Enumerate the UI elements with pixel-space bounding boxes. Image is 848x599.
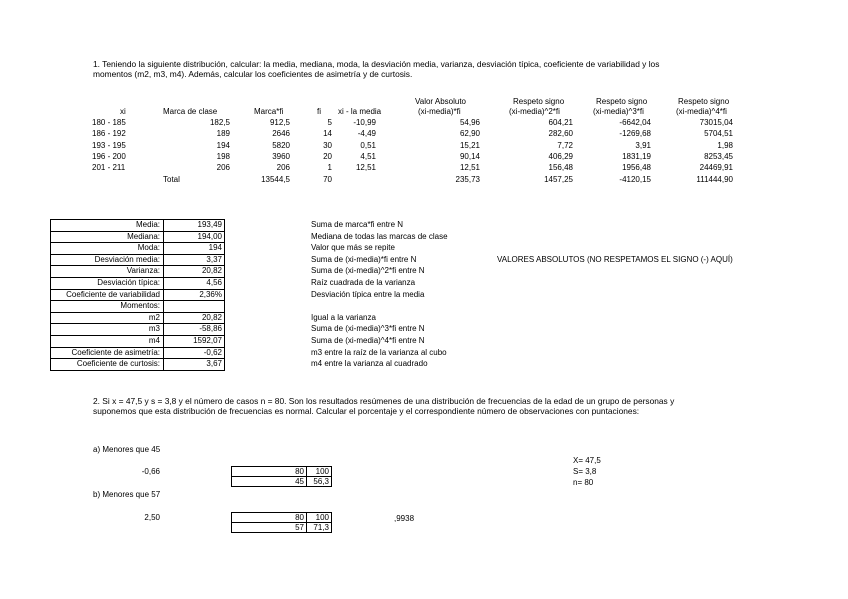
stat-row bbox=[51, 301, 224, 313]
stat-value: 4,56 bbox=[206, 277, 222, 287]
cell-interval: 201 - 211 bbox=[92, 163, 126, 173]
stat-value: 3,67 bbox=[206, 359, 222, 369]
cell-marca: 182,5 bbox=[209, 118, 230, 127]
cell-interval: 196 - 200 bbox=[92, 151, 126, 161]
part-b-z: 2,50 bbox=[144, 513, 160, 522]
cell-dev: 0,51 bbox=[360, 140, 376, 150]
cell-abs: 15,21 bbox=[459, 140, 480, 150]
cell-fi: 5 bbox=[327, 118, 332, 127]
summary-x: X= 47,5 bbox=[573, 456, 601, 465]
problem1-line1: 1. Teniendo la siguiente distribución, calcular: la media, mediana, moda, la desviación media, varianza, desviación típica, coeficiente de variabilidad y los bbox=[93, 59, 660, 69]
cell-abs: 12,51 bbox=[459, 163, 480, 173]
part-b-table bbox=[231, 512, 332, 533]
cell-dev: -10,99 bbox=[353, 118, 376, 127]
cell-qu: 73015,04 bbox=[699, 118, 733, 127]
cell-abs: 54,96 bbox=[459, 118, 480, 127]
table-row bbox=[232, 513, 332, 523]
stat-label: Momentos: bbox=[51, 301, 164, 312]
header-sq-bot: (xi-media)^2*fi bbox=[509, 107, 560, 116]
stat-value: 20,82 bbox=[201, 266, 222, 276]
stat-description: Igual a la varianza bbox=[311, 312, 376, 322]
stat-label: Mediana: bbox=[51, 232, 164, 243]
stat-value: 1592,07 bbox=[193, 335, 222, 345]
cell-marca: 206 bbox=[216, 163, 230, 173]
stat-label: Desviación típica: bbox=[51, 278, 164, 289]
stat-description: Valor que más se repite bbox=[311, 243, 395, 253]
stat-description: Suma de (xi-media)*fi entre N bbox=[311, 254, 417, 264]
header-qu-top: Respeto signo bbox=[678, 97, 730, 106]
stat-value: 194,00 bbox=[197, 231, 222, 241]
stat-description bbox=[311, 300, 448, 312]
cell-fi: 30 bbox=[323, 140, 332, 150]
problem1-line2: momentos (m2, m3, m4). Además, calcular los coeficientes de asimetría y de curtosis. bbox=[93, 69, 413, 79]
cell-marcafi: 912,5 bbox=[269, 118, 290, 127]
cell-qu: 8253,45 bbox=[704, 151, 733, 161]
stat-row bbox=[51, 290, 224, 302]
table-row bbox=[232, 523, 332, 533]
cell-sq: 7,72 bbox=[557, 140, 573, 150]
cell-marcafi: 206 bbox=[276, 163, 290, 173]
stat-description: m4 entre la varianza al cuadrado bbox=[311, 359, 428, 369]
stat-description: Suma de marca*fi entre N bbox=[311, 220, 404, 229]
stat-row bbox=[51, 336, 224, 348]
stat-description: Suma de (xi-media)^3*fi entre N bbox=[311, 324, 425, 334]
stat-label: Coeficiente de asimetría: bbox=[51, 348, 164, 359]
header-cu-bot: (xi-media)^3*fi bbox=[593, 107, 644, 116]
total-label: Total bbox=[163, 175, 180, 184]
cell-marca: 194 bbox=[216, 140, 230, 150]
part-a-table bbox=[231, 466, 332, 487]
stat-row bbox=[51, 313, 224, 325]
stat-label: Desviación media: bbox=[51, 255, 164, 266]
header-marcafi: Marca*fi bbox=[254, 107, 284, 116]
stat-label: Coeficiente de variabilidad bbox=[51, 290, 164, 301]
stat-value: 193,49 bbox=[197, 220, 222, 229]
cell-marca: 198 bbox=[216, 151, 230, 161]
header-qu-bot: (xi-media)^4*fi bbox=[676, 107, 727, 116]
stat-value: 194 bbox=[208, 243, 222, 253]
total-sq: 1457,25 bbox=[544, 175, 573, 184]
table-cell: 57 bbox=[232, 523, 307, 533]
total-abs: 235,73 bbox=[455, 175, 480, 184]
cell-dev: 12,51 bbox=[355, 163, 376, 173]
table-row bbox=[232, 467, 332, 477]
cell-dev: -4,49 bbox=[357, 129, 376, 139]
cell-sq: 604,21 bbox=[548, 118, 573, 127]
cell-sq: 406,29 bbox=[548, 151, 573, 161]
table-cell: 71,3 bbox=[307, 523, 332, 533]
cell-marcafi: 3960 bbox=[272, 151, 290, 161]
cell-marcafi: 2646 bbox=[272, 129, 290, 139]
header-abs-top: Valor Absoluto bbox=[415, 97, 466, 106]
stat-description: Mediana de todas las marcas de clase bbox=[311, 231, 448, 241]
total-marcafi: 13544,5 bbox=[261, 175, 290, 184]
cell-marca: 189 bbox=[216, 129, 230, 139]
stat-value bbox=[164, 301, 224, 312]
cell-qu: 1,98 bbox=[717, 140, 733, 150]
header-cu-top: Respeto signo bbox=[596, 97, 648, 106]
stat-description: Raíz cuadrada de la varianza bbox=[311, 277, 416, 287]
cell-qu: 24469,91 bbox=[699, 163, 733, 173]
part-b-probability: ,9938 bbox=[394, 514, 415, 523]
header-dev: xi - la media bbox=[338, 107, 382, 116]
part-b-label: b) Menores que 57 bbox=[93, 490, 161, 499]
table-cell: 56,3 bbox=[307, 477, 332, 487]
problem2-line2: suponemos que esta distribución de frecuencias es normal. Calcular el porcentaje y el correspondiente número de observaciones con puntaciones: bbox=[93, 406, 640, 416]
stat-row bbox=[51, 255, 224, 267]
absolute-values-note: VALORES ABSOLUTOS (NO RESPETAMOS EL SIGNO (-) AQUÍ) bbox=[497, 255, 733, 264]
stat-row bbox=[51, 348, 224, 360]
stat-value: -58,86 bbox=[199, 324, 222, 334]
cell-cu: -6642,04 bbox=[619, 118, 651, 127]
stat-label: m3 bbox=[51, 324, 164, 335]
cell-interval: 186 - 192 bbox=[92, 129, 126, 139]
stat-label: Coeficiente de curtosis: bbox=[51, 359, 164, 370]
cell-interval: 180 - 185 bbox=[92, 118, 126, 127]
part-a-z: -0,66 bbox=[141, 467, 160, 476]
statistics-descriptions bbox=[311, 219, 448, 370]
problem2-line1: 2. Si x = 47,5 y s = 3,8 y el número de casos n = 80. Son los resultados resúmenes de una distribución de frecuencias de la edad de un grupo de personas y bbox=[93, 396, 675, 406]
total-fi: 70 bbox=[323, 175, 332, 184]
cell-fi: 1 bbox=[327, 163, 332, 173]
stat-value: -0,62 bbox=[203, 347, 222, 357]
cell-fi: 20 bbox=[323, 151, 332, 161]
stat-label: Varianza: bbox=[51, 266, 164, 277]
cell-sq: 156,48 bbox=[548, 163, 573, 173]
stat-row bbox=[51, 266, 224, 278]
stat-value: 2,36% bbox=[199, 289, 222, 299]
stat-label: m4 bbox=[51, 336, 164, 347]
table-row bbox=[232, 477, 332, 487]
cell-qu: 5704,51 bbox=[704, 129, 733, 139]
total-cu: -4120,15 bbox=[619, 175, 651, 184]
stat-label: Media: bbox=[51, 220, 164, 231]
cell-cu: -1269,68 bbox=[619, 129, 651, 139]
table-cell: 80 bbox=[232, 467, 307, 477]
stat-label: m2 bbox=[51, 313, 164, 324]
header-fi: fi bbox=[317, 107, 321, 116]
cell-cu: 1956,48 bbox=[622, 163, 651, 173]
stat-row bbox=[51, 324, 224, 336]
cell-fi: 14 bbox=[323, 129, 332, 139]
table-cell: 100 bbox=[307, 513, 332, 523]
cell-abs: 90,14 bbox=[459, 151, 480, 161]
stat-value: 3,37 bbox=[206, 254, 222, 264]
stat-row bbox=[51, 278, 224, 290]
header-abs-bot: (xi-media)*fi bbox=[418, 107, 461, 116]
cell-abs: 62,90 bbox=[459, 129, 480, 139]
cell-cu: 3,91 bbox=[635, 140, 651, 150]
cell-dev: 4,51 bbox=[360, 151, 376, 161]
header-xi: xi bbox=[120, 107, 126, 116]
stat-description: Suma de (xi-media)^2*fi entre N bbox=[311, 266, 425, 276]
stat-description: m3 entre la raíz de la varianza al cubo bbox=[311, 347, 447, 357]
cell-cu: 1831,19 bbox=[622, 151, 651, 161]
stat-row bbox=[51, 359, 224, 370]
stat-description: Desviación típica entre la media bbox=[311, 289, 425, 299]
cell-interval: 193 - 195 bbox=[92, 140, 126, 150]
stat-row bbox=[51, 232, 224, 244]
table-cell: 100 bbox=[307, 467, 332, 477]
stat-row bbox=[51, 220, 224, 232]
stat-value: 20,82 bbox=[201, 312, 222, 322]
total-qu: 111444,90 bbox=[696, 175, 733, 184]
cell-marcafi: 5820 bbox=[272, 140, 290, 150]
summary-n: n= 80 bbox=[573, 478, 594, 487]
header-sq-top: Respeto signo bbox=[513, 97, 565, 106]
stat-row bbox=[51, 243, 224, 255]
table-cell: 80 bbox=[232, 513, 307, 523]
statistics-summary-box bbox=[50, 219, 225, 371]
stat-label: Moda: bbox=[51, 243, 164, 254]
header-marca: Marca de clase bbox=[163, 107, 218, 116]
part-a-label: a) Menores que 45 bbox=[93, 445, 161, 454]
stat-description: Suma de (xi-media)^4*fi entre N bbox=[311, 335, 425, 345]
summary-s: S= 3,8 bbox=[573, 467, 597, 476]
table-cell: 45 bbox=[232, 477, 307, 487]
cell-sq: 282,60 bbox=[548, 129, 573, 139]
